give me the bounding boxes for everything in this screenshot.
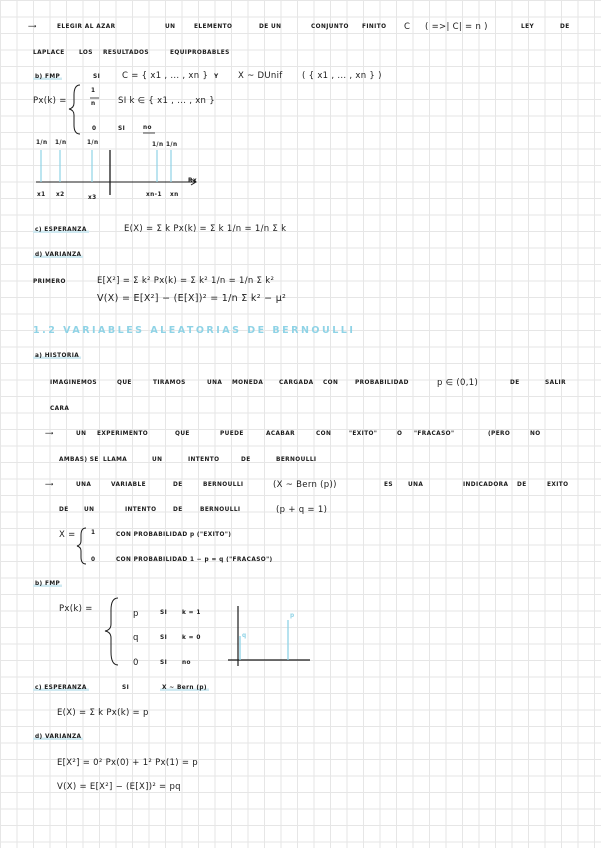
history-text: UNA bbox=[408, 482, 424, 488]
bar-label: 1/n bbox=[36, 140, 48, 146]
x-tick-label: xn-1 bbox=[146, 192, 162, 198]
pmf-row-si: SI bbox=[160, 610, 168, 616]
second-moment-formula: E[X²] = 0² Px(0) + 1² Px(1) = p bbox=[57, 758, 198, 768]
history-text: NO bbox=[530, 431, 541, 437]
history-text: ES bbox=[384, 482, 393, 488]
intro-text: C bbox=[404, 22, 411, 32]
pmf-label: Px(k) = bbox=[59, 604, 93, 614]
si-label: SI bbox=[93, 74, 101, 80]
bar-label: p bbox=[290, 613, 295, 619]
expectation-formula: E(X) = Σ k Px(k) = p bbox=[57, 708, 149, 718]
history-text: UN bbox=[152, 457, 163, 463]
history-text: EXPERIMENTO bbox=[97, 431, 149, 437]
si-label: SI bbox=[118, 126, 126, 132]
history-text: MONEDA bbox=[232, 380, 264, 386]
history-text: QUE bbox=[117, 380, 132, 386]
arrow-icon: ⟶ bbox=[45, 482, 54, 488]
frac-den: n bbox=[91, 101, 96, 107]
history-text: p ∈ (0,1) bbox=[437, 378, 479, 388]
pmf-row-si: SI bbox=[160, 660, 168, 666]
history-text: BERNOULLI bbox=[203, 482, 244, 488]
history-text: DE bbox=[173, 507, 183, 513]
second-moment-formula: E[X²] = Σ k² Px(k) = Σ k² 1/n = 1/n Σ k² bbox=[97, 276, 275, 286]
history-text: PUEDE bbox=[220, 431, 244, 437]
bar-label: 1/n bbox=[152, 142, 164, 148]
section-heading: a) HISTORIA bbox=[35, 353, 80, 359]
pmf-row-si: SI bbox=[160, 635, 168, 641]
intro-text: LEY bbox=[521, 24, 535, 30]
history-text: UNA bbox=[76, 482, 92, 488]
history-text: "EXITO" bbox=[349, 431, 378, 437]
history-text: DE bbox=[241, 457, 251, 463]
intro-text: RESULTADOS bbox=[103, 50, 149, 56]
case-value: 1 bbox=[91, 530, 96, 536]
history-text: ACABAR bbox=[266, 431, 295, 437]
arrow-icon: ⟶ bbox=[45, 431, 54, 437]
intro-text: DE bbox=[560, 24, 570, 30]
axis-label: Rx bbox=[188, 178, 198, 184]
history-text: DE bbox=[173, 482, 183, 488]
y-label: Y bbox=[214, 74, 219, 80]
bar-label: 1/n bbox=[87, 140, 99, 146]
section-title: 1.2 VARIABLES ALEATORIAS DE BERNOULLI bbox=[33, 325, 356, 336]
pmf-row-cond: no bbox=[182, 660, 191, 666]
history-text: (X ~ Bern (p)) bbox=[273, 480, 337, 490]
section-heading: d) VARIANZA bbox=[35, 252, 82, 258]
case-zero: 0 bbox=[92, 126, 97, 132]
bar-label: 1/n bbox=[166, 142, 178, 148]
arrow-icon: ⟶ bbox=[28, 24, 37, 30]
section-heading: b) FMP bbox=[35, 581, 61, 587]
case-text: CON PROBABILIDAD 1 − p = q ("FRACASO") bbox=[116, 557, 273, 563]
history-text: CON bbox=[323, 380, 339, 386]
history-text: QUE bbox=[175, 431, 190, 437]
intro-text: ELEGIR AL AZAR bbox=[57, 24, 116, 30]
intro-text: EQUIPROBABLES bbox=[170, 50, 230, 56]
si-label: SI bbox=[122, 685, 130, 691]
uniform-set: ( { x1 , ... , xn } ) bbox=[302, 71, 382, 81]
history-text: LLAMA bbox=[103, 457, 128, 463]
pmf-row-value: p bbox=[133, 609, 139, 619]
history-text: (PERO bbox=[488, 431, 511, 437]
intro-text: ( =>| C| = n ) bbox=[425, 22, 488, 32]
bar-label: q bbox=[242, 633, 247, 639]
history-text: BERNOULLI bbox=[200, 507, 241, 513]
history-text: DE bbox=[517, 482, 527, 488]
variance-formula: V(X) = E[X²] − (E[X])² = pq bbox=[57, 782, 181, 792]
history-text: UN bbox=[84, 507, 95, 513]
history-text: BERNOULLI bbox=[276, 457, 317, 463]
pmf-row-cond: k = 1 bbox=[182, 610, 201, 616]
bar-label: 1/n bbox=[55, 140, 67, 146]
history-text: TIRAMOS bbox=[153, 380, 186, 386]
section-heading: c) ESPERANZA bbox=[35, 227, 87, 233]
x-tick-label: xn bbox=[170, 192, 179, 198]
case-no: no bbox=[143, 125, 152, 131]
case-value: 0 bbox=[91, 557, 96, 563]
section-heading: b) FMP bbox=[35, 74, 61, 80]
intro-text: CONJUNTO bbox=[311, 24, 349, 30]
section-heading: d) VARIANZA bbox=[35, 734, 82, 740]
history-text: O bbox=[397, 431, 403, 437]
history-text: IMAGINEMOS bbox=[50, 380, 98, 386]
x-definition: X = bbox=[59, 530, 76, 540]
history-text: PROBABILIDAD bbox=[355, 380, 409, 386]
history-text: INTENTO bbox=[188, 457, 220, 463]
intro-text: UN bbox=[165, 24, 176, 30]
history-text: INTENTO bbox=[125, 507, 157, 513]
history-text: DE bbox=[59, 507, 69, 513]
variance-formula: V(X) = E[X²] − (E[X])² = 1/n Σ k² − μ² bbox=[97, 293, 287, 304]
history-text: DE bbox=[510, 380, 520, 386]
x-tick-label: x1 bbox=[37, 192, 46, 198]
history-text: "FRACASO" bbox=[414, 431, 455, 437]
case-text: CON PROBABILIDAD p ("EXITO") bbox=[116, 532, 232, 538]
history-text: INDICADORA bbox=[463, 482, 509, 488]
history-text: AMBAS) SE bbox=[59, 457, 99, 463]
condition-set: C = { x1 , ... , xn } bbox=[122, 71, 209, 81]
primero-label: PRIMERO bbox=[33, 279, 66, 285]
intro-text: FINITO bbox=[362, 24, 387, 30]
history-text: UNA bbox=[207, 380, 223, 386]
history-text: EXITO bbox=[547, 482, 569, 488]
intro-text: LAPLACE bbox=[33, 50, 65, 56]
pmf-row-value: q bbox=[133, 633, 139, 643]
x-tick-label: x3 bbox=[88, 195, 97, 201]
history-text: UN bbox=[76, 431, 87, 437]
history-text: SALIR bbox=[545, 380, 566, 386]
history-text: CARGADA bbox=[279, 380, 314, 386]
history-text: (p + q = 1) bbox=[276, 505, 328, 515]
history-text: CON bbox=[316, 431, 332, 437]
intro-text: ELEMENTO bbox=[194, 24, 233, 30]
condition: X ~ Bern (p) bbox=[162, 685, 207, 691]
case-condition: SI k ∈ { x1 , ... , xn } bbox=[118, 96, 215, 106]
pmf-row-cond: k = 0 bbox=[182, 635, 201, 641]
x-tick-label: x2 bbox=[56, 192, 65, 198]
intro-text: LOS bbox=[79, 50, 93, 56]
pmf-label: Px(k) = bbox=[33, 96, 67, 106]
frac-num: 1 bbox=[91, 88, 96, 94]
uniform-dist: X ~ DUnif bbox=[238, 71, 283, 81]
history-text: CARA bbox=[50, 406, 70, 412]
intro-text: DE UN bbox=[259, 24, 282, 30]
pmf-row-value: 0 bbox=[133, 658, 139, 668]
expectation-formula: E(X) = Σ k Px(k) = Σ k 1/n = 1/n Σ k bbox=[124, 224, 287, 234]
history-text: VARIABLE bbox=[111, 482, 146, 488]
section-heading: c) ESPERANZA bbox=[35, 685, 87, 691]
